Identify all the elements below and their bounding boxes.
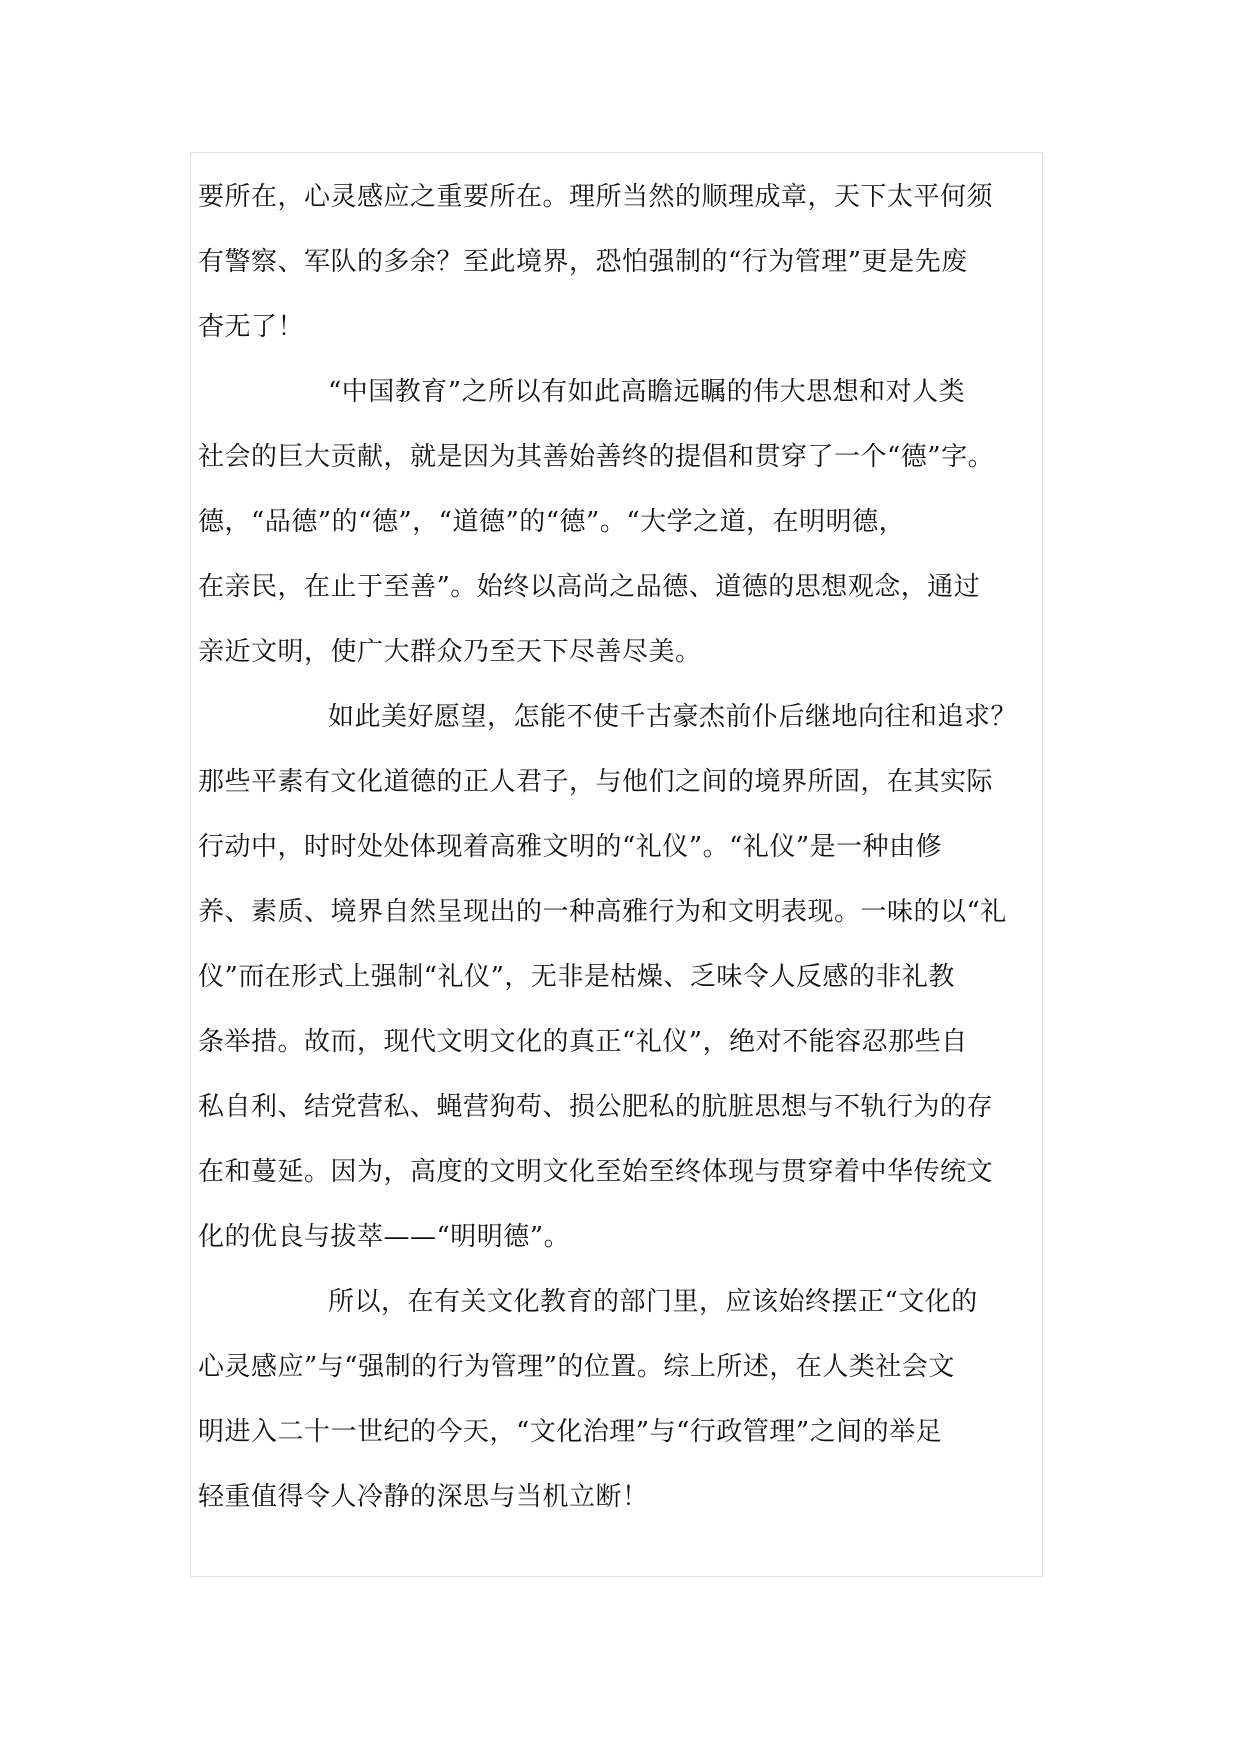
text-line: 条举措。故而，现代文明文化的真正“礼仪”，绝对不能容忍那些自 — [198, 1027, 968, 1057]
text-line: 养、素质、境界自然呈现出的一种高雅行为和文明表现。一味的以“礼 — [198, 897, 1007, 927]
text-line: 在亲民，在止于至善”。始终以高尚之品德、道德的思想观念，通过 — [198, 572, 981, 602]
text-line: 社会的巨大贡献，就是因为其善始善终的提倡和贯穿了一个“德”字。 — [198, 442, 995, 472]
text-line: 轻重值得令人冷静的深思与当机立断！ — [198, 1482, 649, 1512]
text-line: 化的优良与拔萃——“明明德”。 — [198, 1222, 571, 1252]
text-line: 亲近文明，使广大群众乃至天下尽善尽美。 — [198, 637, 702, 667]
paragraph-first-line: 如此美好愿望，怎能不使千古豪杰前仆后继地向往和追求？ — [328, 702, 1018, 732]
text-line: 杳无了！ — [198, 312, 305, 342]
text-line: 在和蔓延。因为，高度的文明文化至始至终体现与贯穿着中华传统文 — [198, 1157, 994, 1187]
paragraph-first-line: 所以，在有关文化教育的部门里，应该始终摆正“文化的 — [328, 1287, 978, 1317]
text-line: 心灵感应”与“强制的行为管理”的位置。综上所述，在人类社会文 — [198, 1352, 955, 1382]
text-line: 有警察、军队的多余？至此境界，恐怕强制的“行为管理”更是先废 — [198, 247, 968, 277]
text-line: 那些平素有文化道德的正人君子，与他们之间的境界所固，在其实际 — [198, 767, 994, 797]
text-line: 明进入二十一世纪的今天，“文化治理”与“行政管理”之间的举足 — [198, 1417, 943, 1447]
text-line: 仪”而在形式上强制“礼仪”，无非是枯燥、乏味令人反感的非礼教 — [198, 962, 955, 992]
text-line: 德，“品德”的“德”，“道德”的“德”。“大学之道，在明明德， — [198, 507, 906, 537]
text-line: 要所在，心灵感应之重要所在。理所当然的顺理成章，天下太平何须 — [198, 182, 994, 212]
page-frame — [190, 152, 1043, 1577]
text-line: 私自利、结党营私、蝇营狗苟、损公肥私的肮脏思想与不轨行为的存 — [198, 1092, 994, 1122]
text-line: 行动中，时时处处体现着高雅文明的“礼仪”。“礼仪”是一种由修 — [198, 832, 943, 862]
paragraph-first-line: “中国教育”之所以有如此高瞻远瞩的伟大思想和对人类 — [328, 377, 966, 407]
body-text — [198, 171, 1043, 1536]
